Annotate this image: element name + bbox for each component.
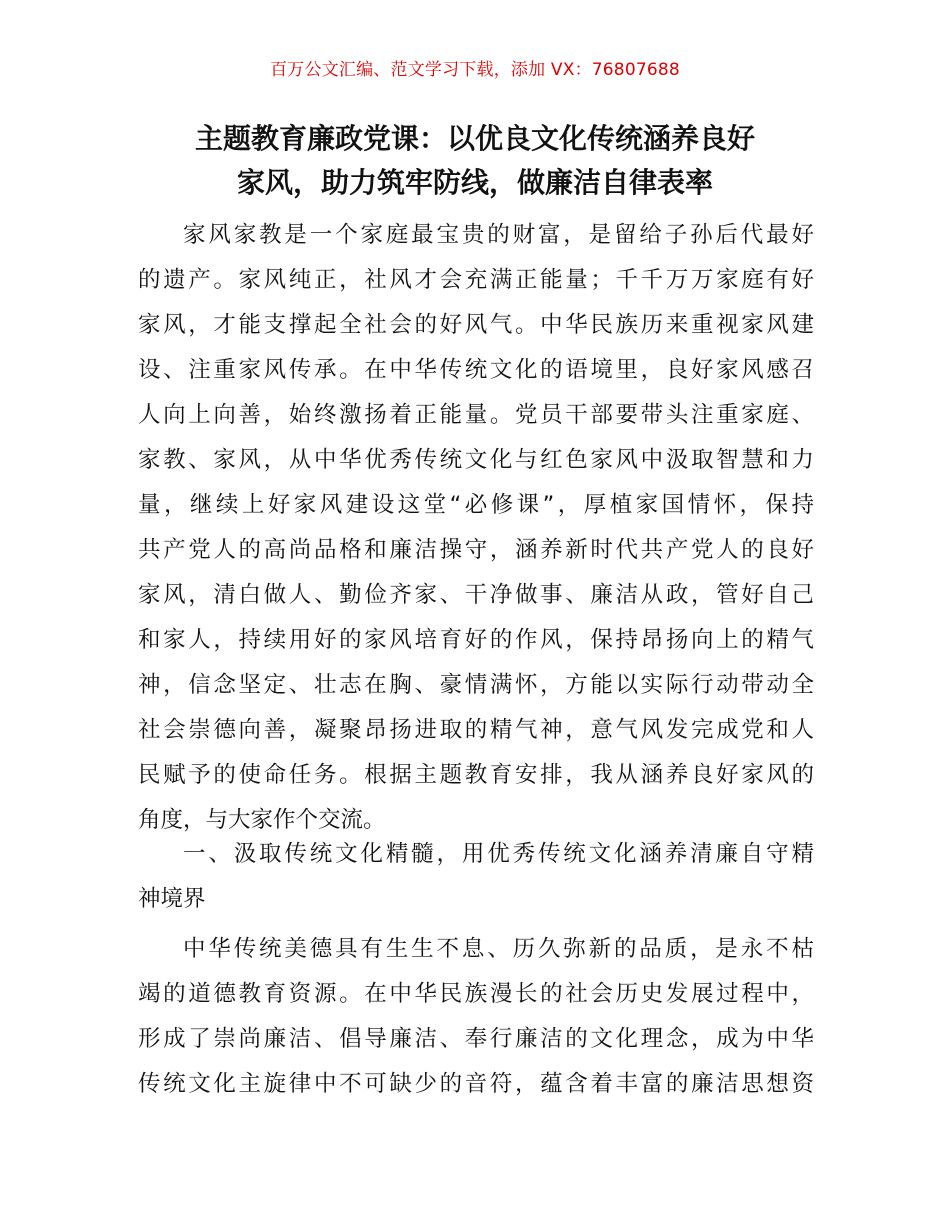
paragraph-line: 竭的道德教育资源。在中华民族漫长的社会历史发展过程中， — [138, 981, 814, 1007]
paragraph-line: 共产党人的高尚品格和廉洁操守，涵养新时代共产党人的良好 — [138, 537, 814, 563]
title-line: 主题教育廉政党课：以优良文化传统涵养良好 — [194, 122, 755, 155]
paragraph-line: 社会崇德向善，凝聚昂扬进取的精气神，意气风发完成党和人 — [138, 717, 814, 743]
paragraph-line: 设、注重家风传承。在中华传统文化的语境里，良好家风感召 — [138, 357, 814, 383]
section-heading-1 — [138, 832, 814, 922]
paragraph-line: 家风家教是一个家庭最宝贵的财富，是留给子孙后代最好 — [183, 222, 814, 248]
paragraph-line: 家风，才能支撑起全社会的好风气。中华民族历来重视家风建 — [138, 312, 814, 338]
paragraph-intro — [138, 213, 814, 843]
paragraph-line: 人向上向善，始终激扬着正能量。党员干部要带头注重家庭、 — [138, 402, 814, 428]
paragraph-line: 神，信念坚定、壮志在胸、豪情满怀，方能以实际行动带动全 — [138, 672, 814, 698]
paragraph-section-1 — [138, 927, 814, 1107]
document-title — [130, 117, 820, 205]
paragraph-line: 的遗产。家风纯正，社风才会充满正能量；千千万万家庭有好 — [138, 267, 814, 293]
paragraph-line: 家教、家风，从中华优秀传统文化与红色家风中汲取智慧和力 — [138, 447, 814, 473]
title-line: 家风，助力筑牢防线，做廉洁自律表率 — [236, 166, 713, 199]
paragraph-line: 中华传统美德具有生生不息、历久弥新的品质，是永不枯 — [183, 936, 814, 962]
paragraph-line: 家风，清白做人、勤俭齐家、干净做事、廉洁从政，管好自己 — [138, 582, 814, 608]
heading-line: 一、汲取传统文化精髓，用优秀传统文化涵养清廉自守精 — [183, 841, 814, 867]
paragraph-line: 量，继续上好家风建设这堂“必修课”，厚植家国情怀，保持 — [138, 492, 814, 518]
paragraph-line: 角度，与大家作个交流。 — [138, 807, 386, 833]
paragraph-line: 传统文化主旋律中不可缺少的音符，蕴含着丰富的廉洁思想资 — [138, 1071, 814, 1097]
paragraph-line: 民赋予的使命任务。根据主题教育安排，我从涵养良好家风的 — [138, 762, 814, 788]
header-promo-note: 百万公文汇编、范文学习下载，添加 VX：76807688 — [270, 60, 680, 80]
paragraph-line: 和家人，持续用好的家风培育好的作风，保持昂扬向上的精气 — [138, 627, 814, 653]
paragraph-line: 形成了崇尚廉洁、倡导廉洁、奉行廉洁的文化理念，成为中华 — [138, 1026, 814, 1052]
heading-line: 神境界 — [138, 886, 206, 912]
